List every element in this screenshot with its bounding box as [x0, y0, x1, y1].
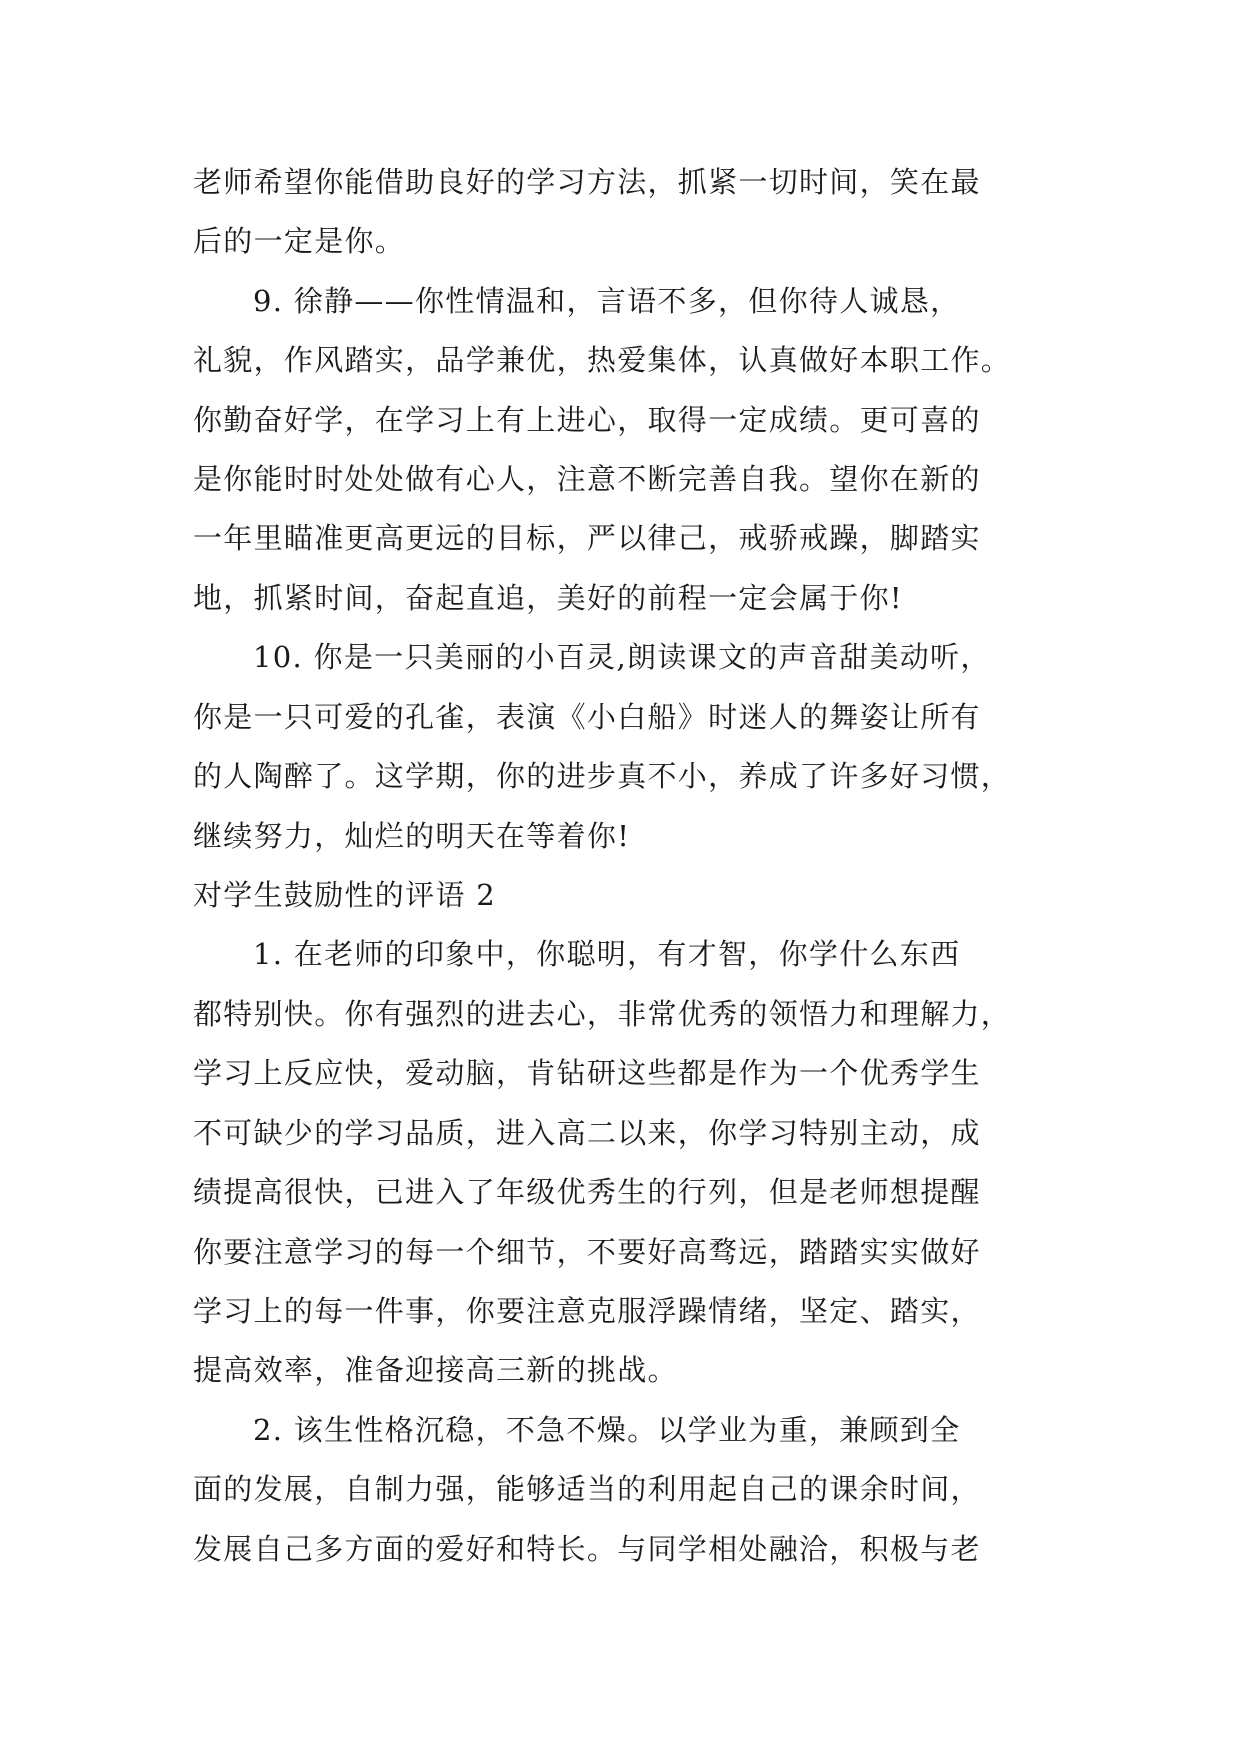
text-line: 地，抓紧时间，奋起直追，美好的前程一定会属于你! — [193, 581, 903, 615]
text-line: 一年里瞄准更高更远的目标，严以律己，戒骄戒躁，脚踏实 — [193, 521, 981, 555]
list-item-10: 10. 你是一只美丽的小百灵,朗读课文的声音甜美动听， — [253, 640, 991, 674]
text-line: 面的发展，自制力强，能够适当的利用起自己的课余时间， — [193, 1472, 981, 1506]
text-line: 学习上的每一件事，你要注意克服浮躁情绪，坚定、踏实， — [193, 1294, 981, 1328]
list-item-1: 1. 在老师的印象中，你聪明，有才智，你学什么东西 — [253, 937, 961, 971]
list-item-9: 9. 徐静——你性情温和，言语不多，但你待人诚恳， — [253, 284, 961, 318]
text-line: 老师希望你能借助良好的学习方法，抓紧一切时间，笑在最 — [193, 165, 981, 199]
section-heading: 对学生鼓励性的评语 2 — [193, 878, 496, 912]
text-line: 提高效率，准备迎接高三新的挑战。 — [193, 1353, 678, 1387]
text-line: 学习上反应快，爱动脑，肯钻研这些都是作为一个优秀学生 — [193, 1056, 981, 1090]
text-line: 的人陶醉了。这学期，你的进步真不小，养成了许多好习惯， — [193, 759, 1012, 793]
text-line: 是你能时时处处做有心人，注意不断完善自我。望你在新的 — [193, 462, 981, 496]
text-line: 你要注意学习的每一个细节，不要好高骛远，踏踏实实做好 — [193, 1235, 981, 1269]
list-item-2: 2. 该生性格沉稳，不急不燥。以学业为重，兼顾到全 — [253, 1413, 961, 1447]
text-line: 礼貌，作风踏实，品学兼优，热爱集体，认真做好本职工作。 — [193, 343, 1012, 377]
text-line: 绩提高很快，已进入了年级优秀生的行列，但是老师想提醒 — [193, 1175, 981, 1209]
text-line: 都特别快。你有强烈的进去心，非常优秀的领悟力和理解力， — [193, 997, 1012, 1031]
text-line: 你是一只可爱的孔雀，表演《小白船》时迷人的舞姿让所有 — [193, 700, 981, 734]
text-line: 继续努力，灿烂的明天在等着你! — [193, 819, 631, 853]
text-line: 后的一定是你。 — [193, 224, 406, 258]
text-line: 不可缺少的学习品质，进入高二以来，你学习特别主动，成 — [193, 1116, 981, 1150]
text-line: 发展自己多方面的爱好和特长。与同学相处融洽，积极与老 — [193, 1532, 981, 1566]
text-line: 你勤奋好学，在学习上有上进心，取得一定成绩。更可喜的 — [193, 403, 981, 437]
